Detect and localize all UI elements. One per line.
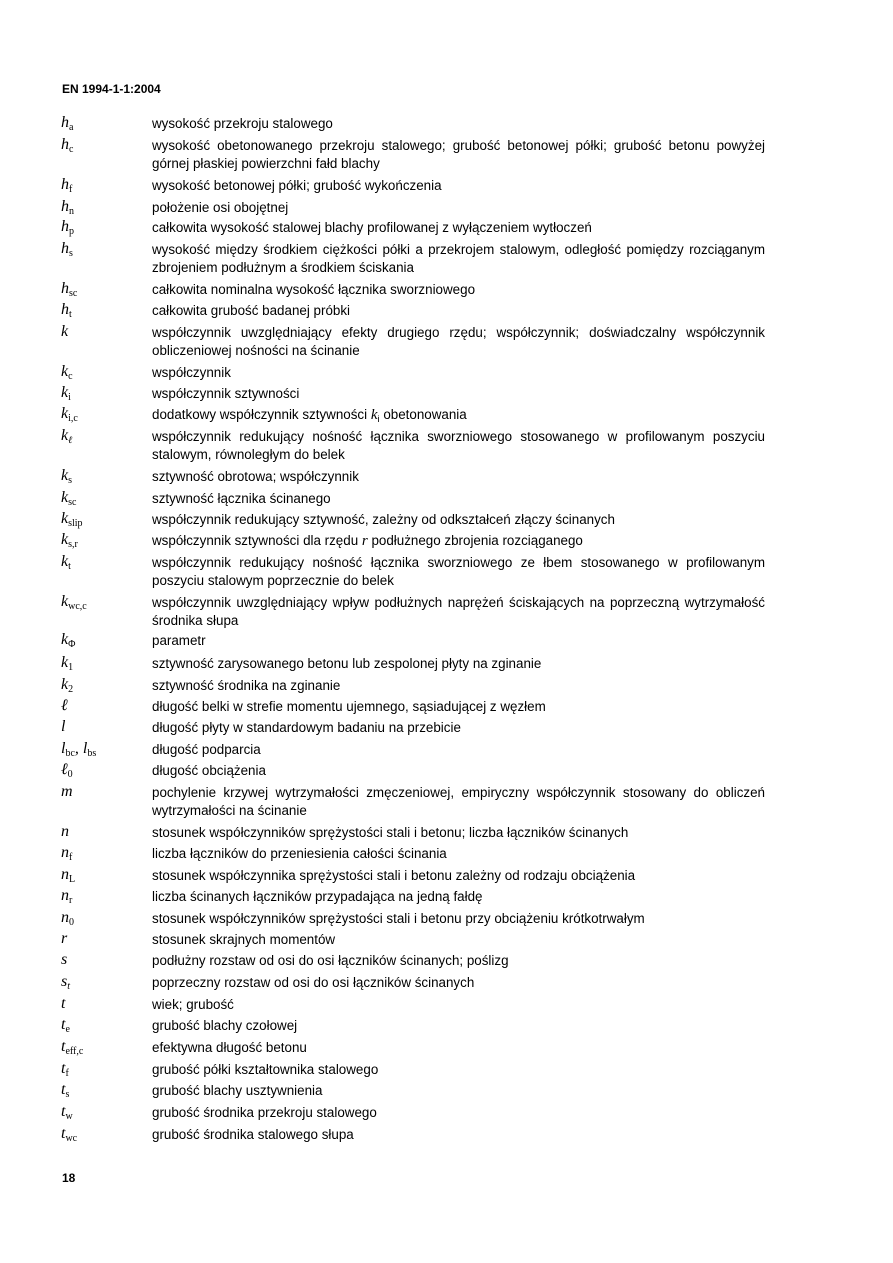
- symbol-description: grubość środnika stalowego słupa: [152, 1127, 354, 1142]
- symbol-subscript: c: [68, 371, 73, 382]
- symbol-main: h: [61, 218, 69, 235]
- symbol-subscript: s: [68, 475, 73, 486]
- symbol-main: s: [61, 973, 68, 990]
- symbol: [61, 995, 65, 1013]
- symbol-description: [152, 406, 765, 424]
- symbol-subscript-2: bs: [87, 748, 97, 759]
- symbol-main: n: [61, 887, 69, 904]
- symbol-subscript: e: [65, 1024, 70, 1035]
- symbol-main: h: [61, 198, 69, 215]
- symbol-description: [152, 532, 765, 550]
- symbol-subscript: f: [69, 184, 73, 195]
- symbol-description: współczynnik uwzględniający wpływ podłużnych naprężeń ściskających na poprzeczną wytrzymałość środnika słupa: [152, 595, 765, 628]
- symbol-main: h: [61, 240, 69, 257]
- symbol: [61, 531, 78, 549]
- symbol: [61, 930, 67, 948]
- symbol: [61, 510, 83, 528]
- symbol-description: stosunek współczynnika sprężystości stali i betonu zależny od rodzaju obciążenia: [152, 868, 636, 883]
- symbol: [61, 384, 71, 402]
- symbol-description: całkowita nominalna wysokość łącznika sworzniowego: [152, 282, 476, 297]
- symbol: [61, 593, 87, 611]
- symbol-description: długość obciążenia: [152, 763, 266, 778]
- symbol: [61, 1016, 70, 1034]
- document-header: EN 1994-1-1:2004: [62, 82, 161, 96]
- symbol-subscript: Φ: [68, 639, 76, 650]
- symbol-main: ℓ: [61, 697, 68, 714]
- symbol-description: sztywność zarysowanego betonu lub zespolonej płyty na zginanie: [152, 656, 542, 671]
- symbol-main: t: [61, 1016, 66, 1033]
- symbol-main: n: [61, 823, 69, 840]
- symbol-subscript: f: [69, 852, 73, 863]
- symbol-main: l: [61, 740, 66, 757]
- symbol-subscript: s: [69, 248, 73, 259]
- symbol-description: stosunek współczynników sprężystości stali i betonu; liczba łączników ścinanych: [152, 825, 629, 840]
- symbol-description: wysokość między środkiem ciężkości półki a przekrojem stalowym, odległość pomiędzy rozciąganym zbrojeniem podłużnym a środkiem ściskania: [152, 242, 765, 275]
- symbol-description: współczynnik uwzględniający efekty drugiego rzędu; współczynnik; doświadczalny współczynnik obliczeniowej nośności na ścinanie: [152, 325, 765, 358]
- description-text: dodatkowy współczynnik sztywności: [152, 407, 371, 422]
- symbol: [61, 198, 74, 216]
- symbol: [61, 676, 73, 694]
- symbol-subscript: slip: [68, 518, 83, 529]
- symbol-description: parametr: [152, 633, 206, 648]
- symbol-main: k: [61, 427, 69, 444]
- symbol-description: sztywność środnika na zginanie: [152, 678, 341, 693]
- symbol: [61, 697, 68, 715]
- symbol-description: efektywna długość betonu: [152, 1040, 307, 1055]
- symbol-main: k: [61, 363, 69, 380]
- symbol-main: s: [61, 951, 68, 968]
- symbol: [61, 553, 71, 571]
- symbol-subscript: t: [68, 561, 71, 572]
- symbol: [61, 823, 69, 841]
- symbol-subscript: s: [65, 1089, 70, 1100]
- symbol-main: ℓ: [61, 761, 68, 778]
- symbol-main: k: [61, 323, 69, 340]
- symbol-main: t: [61, 1081, 66, 1098]
- symbol-main: h: [61, 176, 69, 193]
- symbol-main: k: [61, 510, 69, 527]
- symbol-main: k: [61, 593, 69, 610]
- symbol-description: współczynnik redukujący nośność łącznika sworzniowego ze łbem stosowanego w profilowanym poszyciu stalowym poprzecznie do belek: [152, 555, 765, 588]
- symbol: [61, 363, 73, 381]
- symbol: [61, 973, 70, 991]
- inline-symbol: k: [370, 407, 378, 423]
- symbol-description: grubość środnika przekroju stalowego: [152, 1105, 377, 1120]
- symbol-subscript: 1: [68, 662, 74, 673]
- description-text: obetonowania: [379, 407, 467, 422]
- symbol: [61, 654, 73, 672]
- symbol: [61, 1060, 69, 1078]
- symbol-subscript: r: [69, 895, 73, 906]
- symbol-subscript: ℓ: [68, 435, 73, 446]
- symbol: [61, 1038, 83, 1056]
- symbol: [61, 1125, 77, 1143]
- symbol: [61, 427, 72, 445]
- symbol: [61, 301, 72, 319]
- symbol-subscript: s,r: [68, 539, 78, 550]
- symbol-description: stosunek skrajnych momentów: [152, 932, 336, 947]
- symbol-subscript: 0: [69, 917, 74, 928]
- symbol-main: t: [61, 1125, 66, 1142]
- symbol-subscript: wc: [65, 1133, 78, 1144]
- symbol-subscript: sc: [69, 288, 78, 299]
- symbol-subscript: 0: [67, 769, 73, 780]
- symbol-subscript: t: [69, 309, 72, 320]
- symbol-main: k: [61, 531, 69, 548]
- symbol-description: pochylenie krzywej wytrzymałości zmęczeniowej, empiryczny współczynnik stosowany do obliczeń wytrzymałości na ścinanie: [152, 785, 765, 818]
- symbol: [61, 909, 74, 927]
- symbol-subscript: n: [69, 206, 74, 217]
- symbol-main-2: l: [82, 740, 88, 757]
- symbol: [61, 951, 67, 969]
- symbol-main: h: [61, 280, 69, 297]
- symbol: [61, 866, 75, 884]
- symbol-main: m: [61, 783, 73, 800]
- symbol: [61, 405, 78, 423]
- symbol: [61, 1081, 69, 1099]
- symbol-description: wysokość betonowej półki; grubość wykończenia: [152, 178, 442, 193]
- symbol-main: k: [61, 489, 69, 506]
- symbol-subscript: t: [67, 981, 71, 992]
- symbol-description: sztywność obrotowa; współczynnik: [152, 469, 359, 484]
- symbol-subscript: bc: [65, 748, 75, 759]
- symbol-description: grubość półki kształtownika stalowego: [152, 1062, 379, 1077]
- symbol: [61, 783, 73, 801]
- symbol-subscript: sc: [68, 497, 77, 508]
- symbol-description: współczynnik redukujący sztywność, zależny od odkształceń złączy ścinanych: [152, 512, 615, 527]
- symbol-description: stosunek współczynników sprężystości stali i betonu przy obciążeniu krótkotrwałym: [152, 911, 645, 926]
- symbol-description: całkowita grubość badanej próbki: [152, 303, 351, 318]
- symbol-description: liczba ścinanych łączników przypadająca na jedną fałdę: [152, 889, 483, 904]
- symbol-main: n: [61, 844, 69, 861]
- symbol-main: l: [61, 718, 66, 735]
- symbol-description: długość płyty w standardowym badaniu na przebicie: [152, 720, 461, 735]
- symbol-subscript: w: [65, 1111, 73, 1122]
- symbol-subscript: L: [69, 874, 76, 885]
- symbol-description: położenie osi obojętnej: [152, 200, 289, 215]
- symbol-subscript: i: [68, 392, 71, 403]
- symbol-description: grubość blachy usztywnienia: [152, 1083, 323, 1098]
- symbol-subscript: wc,c: [68, 601, 87, 612]
- symbol: [61, 489, 76, 507]
- symbol-main: h: [61, 136, 69, 153]
- symbol: [61, 887, 72, 905]
- symbol-description: grubość blachy czołowej: [152, 1018, 298, 1033]
- symbol-main: k: [61, 631, 69, 648]
- symbol-main: t: [61, 1060, 66, 1077]
- symbol: [61, 114, 73, 132]
- symbol-description: podłużny rozstaw od osi do osi łączników ścinanych; poślizg: [152, 953, 509, 968]
- symbol-description: wysokość przekroju stalowego: [152, 116, 333, 131]
- symbol: [61, 280, 77, 298]
- symbol-subscript: 2: [68, 684, 74, 695]
- symbol: [61, 240, 73, 258]
- symbol-description: poprzeczny rozstaw od osi do osi łączników ścinanych: [152, 975, 475, 990]
- symbol-subscript: c: [69, 144, 74, 155]
- symbol-description: wysokość obetonowanego przekroju stalowego; grubość betonowej półki; grubość betonu powyżej górnej płaskiej powierzchni fałd blachy: [152, 138, 765, 171]
- symbol: [61, 718, 65, 736]
- symbol-main: r: [61, 930, 68, 947]
- symbol-description: sztywność łącznika ścinanego: [152, 491, 331, 506]
- symbol-description: liczba łączników do przeniesienia całości ścinania: [152, 846, 447, 861]
- symbol-main: n: [61, 866, 69, 883]
- description-text: podłużnego zbrojenia rozciąganego: [367, 533, 583, 548]
- symbol-subscript: eff,c: [65, 1046, 84, 1057]
- symbol-main: t: [61, 1103, 66, 1120]
- symbol: [61, 844, 72, 862]
- symbol-description: długość podparcia: [152, 742, 261, 757]
- symbol: [61, 218, 74, 236]
- symbol: [61, 323, 68, 341]
- symbol: [61, 467, 72, 485]
- symbol-main: k: [61, 654, 69, 671]
- symbol: [61, 631, 75, 649]
- symbol-main: k: [61, 553, 69, 570]
- symbol-description: współczynnik: [152, 365, 231, 380]
- symbol-subscript: a: [69, 122, 74, 133]
- description-text: współczynnik sztywności dla rzędu: [152, 533, 362, 548]
- symbol: [61, 1103, 73, 1121]
- symbol: $l_{bc}$, $l_{bs}$: [61, 740, 97, 759]
- symbol-description: współczynnik redukujący nośność łącznika sworzniowego stosowanego w profilowanym poszyciu stalowym, równoległym do belek: [152, 429, 765, 462]
- symbol-main: t: [61, 995, 66, 1012]
- symbol-main: k: [61, 384, 69, 401]
- page-number: 18: [62, 1171, 76, 1185]
- symbol-description: długość belki w strefie momentu ujemnego, sąsiadującej z węzłem: [152, 699, 546, 714]
- symbol: [61, 136, 73, 154]
- symbol-subscript: f: [65, 1068, 69, 1079]
- symbol-subscript: i,c: [68, 413, 78, 424]
- symbol-description: całkowita wysokość stalowej blachy profilowanej z wyłączeniem wytłoczeń: [152, 220, 592, 235]
- symbol-main: h: [61, 114, 69, 131]
- symbol: [61, 176, 72, 194]
- symbol-main: t: [61, 1038, 66, 1055]
- symbol-main: k: [61, 405, 69, 422]
- symbol-subscript: p: [69, 226, 74, 237]
- symbol-main: h: [61, 301, 69, 318]
- symbol-main: k: [61, 467, 69, 484]
- symbol-main: n: [61, 909, 69, 926]
- symbol-description: wiek; grubość: [152, 997, 234, 1012]
- inline-symbol: r: [361, 533, 368, 549]
- symbol-description: współczynnik sztywności: [152, 386, 300, 401]
- symbol: [61, 761, 73, 779]
- symbol-main: k: [61, 676, 69, 693]
- inline-symbol-subscript: i: [377, 414, 380, 425]
